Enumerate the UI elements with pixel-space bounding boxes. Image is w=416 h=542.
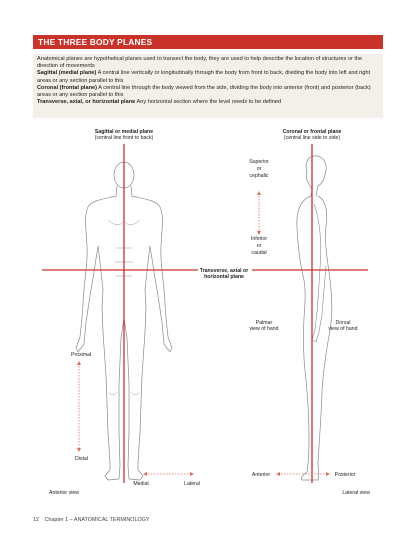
inferior-label: Inferior — [250, 236, 268, 242]
medial-label: Medial — [133, 481, 149, 487]
coronal-sublabel: (central line side to side) — [283, 135, 341, 141]
sagittal-label: Sagittal or medial plane — [94, 129, 154, 135]
lateral-label: Lateral — [184, 481, 200, 487]
coronal-term: Coronal (frontal plane) — [37, 84, 97, 91]
torso-front — [76, 196, 124, 480]
transverse-label: Transverse, axial or — [199, 268, 249, 274]
page-footer — [33, 517, 149, 523]
section-title: THE THREE BODY PLANES — [33, 35, 383, 49]
coronal-definition: A central line through the body viewed from the side, dividing the body into anterior (front) and posterior (back) areas or any section parallel to this — [37, 84, 371, 99]
distal-label: Distal — [75, 456, 88, 462]
dorsal-sublabel: view of hand — [328, 326, 358, 332]
palmar-sublabel: view of hand — [249, 326, 279, 332]
lateral-figure — [297, 156, 332, 480]
page-number: 12 — [33, 517, 39, 523]
body-side-front — [297, 196, 319, 480]
anterior-view-caption: Anterior view — [49, 490, 79, 496]
dorsal-label: Dorsal — [335, 320, 351, 326]
arm-side — [312, 204, 326, 342]
palmar-label: Palmar — [255, 320, 273, 326]
anterior-label: Anterior — [251, 472, 271, 478]
proximal-label: Proximal — [71, 352, 92, 358]
inferior-or-label: or — [256, 243, 262, 249]
superior-label: Superior — [249, 159, 269, 165]
coronal-label: Coronal or frontal plane — [282, 129, 342, 135]
superior-or-label: or — [256, 166, 262, 172]
torso-front-right — [124, 196, 172, 480]
sagittal-term: Sagittal (medial plane) — [37, 70, 97, 77]
chapter-title: Chapter 1 – ANATOMICAL TERMINOLOGY — [44, 517, 150, 523]
transverse-sublabel: horizontal plane — [204, 274, 244, 280]
lateral-view-caption: Lateral view — [342, 490, 370, 496]
cephalic-label: cephalic — [249, 173, 269, 179]
intro-line: Anatomical planes are hypothetical planes used to transect the body, they are used to help describe the location of structures or the direction of movements — [37, 56, 363, 70]
caudal-label: caudal — [251, 250, 267, 256]
posterior-label: Posterior — [334, 472, 356, 478]
transverse-term: Transverse, axial, or horizontal plane — [37, 99, 136, 106]
transverse-definition: Any horizontal section where the level needs to be defined — [135, 99, 282, 106]
head-side — [306, 156, 326, 196]
sagittal-sublabel: (central line front to back) — [94, 135, 154, 141]
sagittal-definition: A central line vertically or longitudinally through the body from front to back, dividing the body into left and right areas or any section parallel to this — [37, 70, 371, 84]
